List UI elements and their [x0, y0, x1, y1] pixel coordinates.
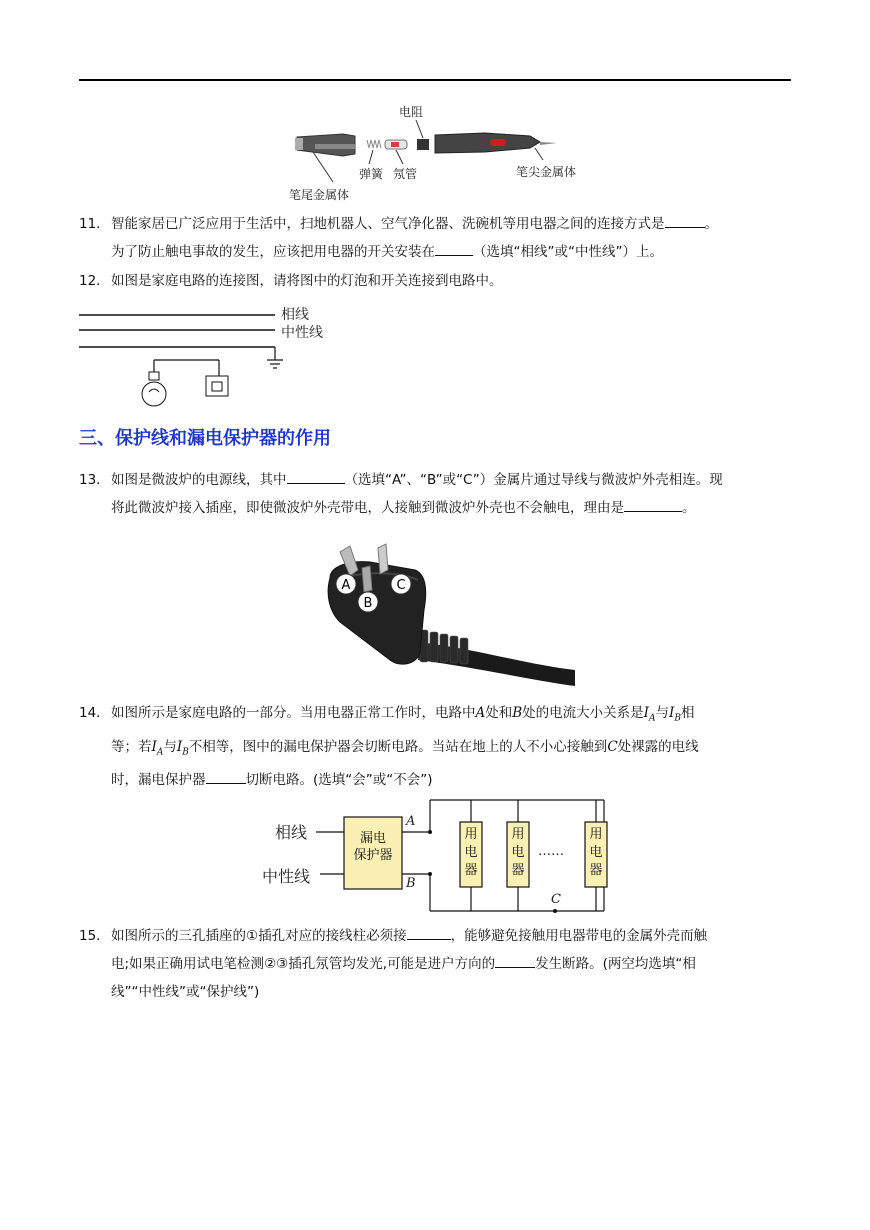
label-spring: 弹簧: [359, 167, 384, 181]
answer-blank-2[interactable]: [624, 497, 682, 512]
q13-line2a: 将此微波炉接入插座，即使微波炉外壳带电，人接触到微波炉外壳也不会触电，理由是: [111, 500, 624, 516]
plug-label-b: B: [363, 596, 373, 611]
question-14: [79, 699, 794, 794]
answer-blank-2[interactable]: [495, 953, 535, 968]
label-tail-metal: 笔尾金属体: [289, 188, 350, 202]
appliance-char: 用: [464, 827, 478, 842]
appliance-2: [507, 826, 529, 880]
q14-l2a: 等；若: [111, 738, 152, 755]
protector-label-1: 漏电: [359, 831, 386, 846]
answer-blank-1[interactable]: [206, 769, 246, 784]
q11-line2: 为了防止触电事故的发生，应该把用电器的开关安装在: [111, 244, 435, 260]
q15-l2c: 发生断路。(两空均选填“相: [535, 956, 696, 972]
q14-l3a: 时，漏电保护器: [111, 772, 206, 789]
point-a-label: A: [406, 814, 416, 829]
leakage-circuit-figure: [258, 790, 608, 918]
q14-l1e: 相: [680, 705, 695, 721]
ellipsis: ……: [538, 844, 564, 859]
label-neon-tube: 氖管: [393, 167, 418, 181]
q14-l1a: 如图所示是家庭电路的一部分。当用电器正常工作时，电路中: [111, 705, 476, 721]
q15-l1b: 插孔对应的接线柱必须接: [258, 928, 407, 944]
q14-l2b: 与: [163, 738, 177, 755]
answer-blank-1[interactable]: [287, 469, 345, 484]
label-neutral-wire: 中性线: [281, 325, 323, 341]
q14-var-c: C: [607, 738, 618, 755]
q14-ib: I: [669, 705, 675, 721]
label-resistor: 电阻: [399, 105, 424, 119]
question-12: [79, 267, 794, 295]
leakage-protector-box: [344, 830, 402, 864]
answer-blank-1[interactable]: [407, 925, 451, 940]
q14-l3b: 切断电路。(选填“会”或“不会”): [245, 772, 433, 789]
home-circuit-figure: [79, 302, 339, 414]
q13-line1a: 如图是微波炉的电源线，其中: [111, 472, 287, 488]
answer-blank-1[interactable]: [665, 213, 705, 228]
hole-3-symbol: ③: [276, 956, 289, 972]
q14-var-b: B: [512, 705, 523, 721]
q14-ib-sub: B: [674, 713, 681, 724]
question-number: 11．: [79, 216, 110, 232]
label-neutral-wire: 中性线: [262, 867, 311, 886]
q11-line1: 智能家居已广泛应用于生活中，扫地机器人、空气净化器、洗碗机等用电器之间的连接方式是: [111, 216, 665, 232]
hole-1-symbol: ①: [246, 928, 259, 944]
test-pen-figure: [285, 100, 585, 205]
question-number: 15．: [79, 928, 110, 944]
plug-label-c: C: [396, 578, 406, 593]
power-plug-figure: [300, 530, 575, 690]
q13-line1b: （选填“A”、“B”或“C”）金属片通过导线与微波炉外壳相连。现: [344, 472, 723, 488]
protector-label-2: 保护器: [353, 848, 393, 863]
q14-ib-sub-2: B: [182, 747, 189, 758]
point-b-label: B: [406, 876, 416, 891]
power-plug-drawing: [300, 530, 575, 690]
q15-l1c: ，能够避免接触用电器带电的金属外壳而触: [450, 928, 708, 944]
appliance-1: [460, 826, 482, 880]
q14-l2d: 处裸露的电线: [617, 738, 699, 755]
section-title: 三、保护线和漏电保护器的作用: [79, 428, 331, 449]
label-live-wire: 相线: [275, 823, 308, 842]
q14-l1d: 与: [655, 705, 670, 721]
q15-l1a: 如图所示的三孔插座的: [111, 928, 246, 944]
question-13: [79, 466, 794, 522]
header-rule: [79, 79, 791, 81]
question-number: 12．: [79, 273, 110, 289]
q14-ib-2: I: [176, 738, 183, 755]
q14-ia-sub-2: A: [156, 747, 164, 758]
q11-period: 。: [704, 216, 718, 232]
answer-blank-2[interactable]: [435, 241, 473, 256]
question-15: [79, 922, 794, 1006]
question-11: [79, 210, 794, 266]
appliance-3: [585, 826, 607, 880]
appliance-char: 器: [511, 863, 525, 878]
appliance-char: 电: [464, 845, 478, 860]
appliance-char: 器: [589, 863, 603, 878]
hole-2-symbol: ②: [264, 956, 277, 972]
appliance-char: 器: [464, 863, 478, 878]
appliance-char: 用: [589, 827, 603, 842]
q14-ia: I: [643, 705, 650, 721]
q14-ia-2: I: [151, 738, 157, 755]
q14-var-a: A: [475, 705, 486, 721]
appliance-char: 用: [511, 827, 525, 842]
q15-l3: 线”“中性线”或“保护线”): [111, 984, 260, 1000]
q14-ia-sub: A: [649, 713, 656, 724]
q14-l1b: 处和: [485, 705, 513, 721]
label-tip-metal: 笔尖金属体: [516, 165, 577, 179]
q12-text: 如图是家庭电路的连接图，请将图中的灯泡和开关连接到电路中。: [111, 273, 503, 289]
q13-line2b: 。: [682, 500, 696, 516]
question-number: 13．: [79, 472, 110, 488]
question-number: 14．: [79, 705, 110, 721]
q11-line2-end: （选填“相线”或“中性线”）上。: [473, 244, 663, 260]
q14-l1c: 处的电流大小关系是: [522, 705, 644, 721]
q14-l2c: 不相等，图中的漏电保护器会切断电路。当站在地上的人不小心接触到: [188, 738, 608, 755]
q15-l2b: 插孔氖管均发光,可能是进户方向的: [288, 956, 496, 972]
point-c-label: C: [551, 892, 561, 907]
plug-label-a: A: [341, 578, 351, 593]
q15-l2a: 电;如果正确用试电笔检测: [111, 956, 265, 972]
appliance-char: 电: [589, 845, 603, 860]
label-live-wire: 相线: [281, 307, 309, 323]
appliance-char: 电: [511, 845, 525, 860]
